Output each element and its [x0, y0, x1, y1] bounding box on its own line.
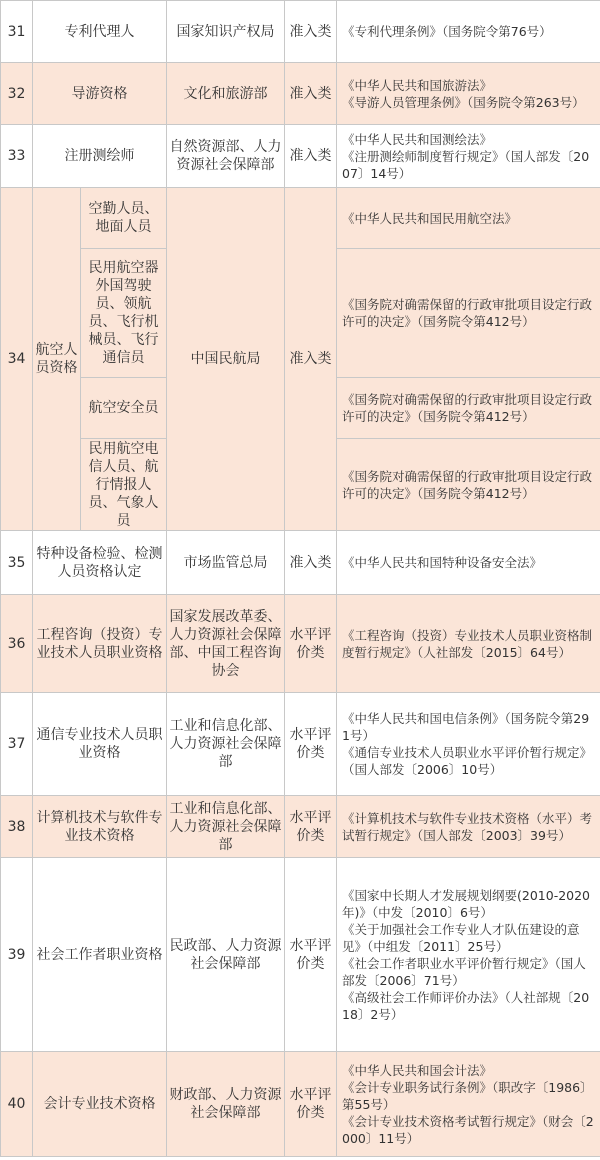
- qualification-name: 导游资格: [33, 63, 167, 125]
- table-row-34: [1, 188, 600, 249]
- qualification-name: 工程咨询（投资）专业技术人员职业资格: [33, 595, 167, 693]
- sub-item-name: 民用航空电信人员、航行情报人员、气象人员: [81, 439, 167, 531]
- qualification-name: 特种设备检验、检测人员资格认定: [33, 531, 167, 595]
- department: 国家知识产权局: [167, 1, 285, 63]
- legal-basis: [337, 693, 600, 796]
- qualification-name: 专利代理人: [33, 1, 167, 63]
- sub-item-name: 航空安全员: [81, 378, 167, 439]
- legal-basis: [337, 125, 600, 188]
- law-item: 《中华人民共和国旅游法》: [342, 77, 493, 93]
- category: 水平评价类: [285, 796, 337, 858]
- department: 市场监管总局: [167, 531, 285, 595]
- category: 水平评价类: [285, 693, 337, 796]
- qualification-name: 航空人员资格: [33, 188, 81, 531]
- row-number: 40: [1, 1052, 33, 1157]
- row-number: 31: [1, 1, 33, 63]
- legal-basis: [337, 63, 600, 125]
- legal-basis: [337, 595, 600, 693]
- category: 水平评价类: [285, 595, 337, 693]
- legal-basis: [337, 1052, 600, 1157]
- department: 文化和旅游部: [167, 63, 285, 125]
- row-number: 32: [1, 63, 33, 125]
- law-item: 《中华人民共和国测绘法》: [342, 131, 493, 147]
- law-item: 《中华人民共和国特种设备安全法》: [342, 555, 543, 570]
- row-number: 39: [1, 858, 33, 1052]
- row-number: 35: [1, 531, 33, 595]
- department: 民政部、人力资源社会保障部: [167, 858, 285, 1052]
- table-row-33: [1, 125, 600, 188]
- law-item: 《高级社会工作师评价办法》（人社部规〔2018〕2号）: [342, 989, 590, 1022]
- qualification-name: 会计专业技术资格: [33, 1052, 167, 1157]
- table-row-39: [1, 858, 600, 1052]
- category: 准入类: [285, 188, 337, 531]
- law-item: 《中华人民共和国会计法》: [342, 1062, 493, 1078]
- row-number: 36: [1, 595, 33, 693]
- sub-item-name: 民用航空器外国驾驶员、领航员、飞行机械员、飞行通信员: [81, 249, 167, 378]
- department: 自然资源部、人力资源社会保障部: [167, 125, 285, 188]
- category: 水平评价类: [285, 858, 337, 1052]
- table-row-37: [1, 693, 600, 796]
- law-item: 《关于加强社会工作专业人才队伍建设的意见》（中组发〔2011〕25号）: [342, 921, 580, 954]
- law-item: 《通信专业技术人员职业水平评价暂行规定》（国人部发〔2006〕10号）: [342, 745, 593, 777]
- category: 准入类: [285, 125, 337, 188]
- sub-item-name: 空勤人员、地面人员: [81, 188, 167, 249]
- qualification-name: 通信专业技术人员职业资格: [33, 693, 167, 796]
- law-item: 《会计专业技术资格考试暂行规定》（财会〔2000〕11号）: [342, 1113, 594, 1146]
- category: 准入类: [285, 63, 337, 125]
- law-item: 《中华人民共和国电信条例》（国务院令第291号）: [342, 711, 590, 743]
- category: 准入类: [285, 531, 337, 595]
- law-item: 《国家中长期人才发展规划纲要(2010-2020年)》（中发〔2010〕6号）: [342, 887, 591, 920]
- law-item: 《专利代理条例》（国务院令第76号）: [342, 24, 552, 39]
- category: 准入类: [285, 1, 337, 63]
- qualification-name: 计算机技术与软件专业技术资格: [33, 796, 167, 858]
- law-item: 《注册测绘师制度暂行规定》（国人部发〔2007〕14号）: [342, 148, 590, 181]
- qualification-name: 社会工作者职业资格: [33, 858, 167, 1052]
- legal-basis: 《中华人民共和国民用航空法》: [337, 188, 600, 249]
- department: 工业和信息化部、人力资源社会保障部: [167, 796, 285, 858]
- law-item: 《计算机技术与软件专业技术资格（水平）考试暂行规定》（国人部发〔2003〕39号）: [342, 810, 593, 843]
- legal-basis: [337, 858, 600, 1052]
- legal-basis: [337, 796, 600, 858]
- row-number: 33: [1, 125, 33, 188]
- row-number: 37: [1, 693, 33, 796]
- legal-basis: 《国务院对确需保留的行政审批项目设定行政许可的决定》（国务院令第412号）: [337, 378, 600, 439]
- row-number: 34: [1, 188, 33, 531]
- department: 国家发展改革委、人力资源社会保障部、中国工程咨询协会: [167, 595, 285, 693]
- department: 工业和信息化部、人力资源社会保障部: [167, 693, 285, 796]
- category: 水平评价类: [285, 1052, 337, 1157]
- table-row-36: [1, 595, 600, 693]
- table-row-40: [1, 1052, 600, 1157]
- table-row-35: [1, 531, 600, 595]
- department: 财政部、人力资源社会保障部: [167, 1052, 285, 1157]
- law-item: 《社会工作者职业水平评价暂行规定》（国人部发〔2006〕71号）: [342, 955, 586, 988]
- legal-basis: 《国务院对确需保留的行政审批项目设定行政许可的决定》（国务院令第412号）: [337, 249, 600, 378]
- law-item: 《会计专业职务试行条例》（职改字〔1986〕第55号）: [342, 1079, 593, 1112]
- table-row-31: [1, 1, 600, 63]
- law-item: 《工程咨询（投资）专业技术人员职业资格制度暂行规定》（人社部发〔2015〕64号）: [342, 627, 593, 660]
- row-number: 38: [1, 796, 33, 858]
- legal-basis: [337, 1, 600, 63]
- table-row-32: [1, 63, 600, 125]
- legal-basis: [337, 531, 600, 595]
- qualification-name: 注册测绘师: [33, 125, 167, 188]
- table-row-38: [1, 796, 600, 858]
- law-item: 《导游人员管理条例》（国务院令第263号）: [342, 94, 585, 110]
- legal-basis: 《国务院对确需保留的行政审批项目设定行政许可的决定》（国务院令第412号）: [337, 439, 600, 531]
- department: 中国民航局: [167, 188, 285, 531]
